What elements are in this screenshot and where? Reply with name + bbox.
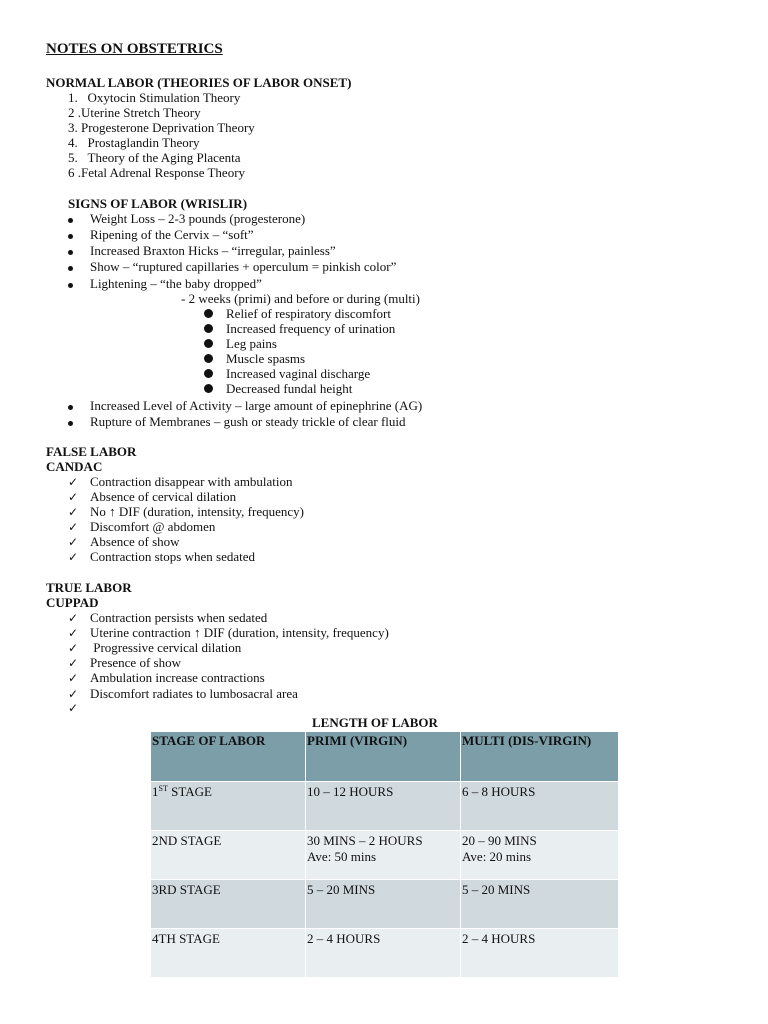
checklist-item-text: Presence of show bbox=[90, 655, 181, 670]
false-labor-acronym: CANDAC bbox=[46, 459, 103, 474]
column-header-multi: MULTI (DIS-VIRGIN) bbox=[461, 732, 619, 782]
check-icon: ✓ bbox=[68, 535, 79, 549]
false-labor-heading: FALSE LABOR bbox=[46, 444, 137, 459]
checklist-item-text: Progressive cervical dilation bbox=[90, 640, 242, 655]
list-item bbox=[68, 276, 262, 291]
multi-duration: 20 – 90 MINS bbox=[462, 833, 537, 848]
bullet-icon bbox=[68, 250, 73, 255]
stage-number: 1 bbox=[152, 784, 159, 799]
theory-text: Oxytocin Stimulation Theory bbox=[87, 90, 241, 105]
stage-label: 4TH STAGE bbox=[152, 931, 220, 946]
multi-duration: 6 – 8 HOURS bbox=[462, 784, 536, 799]
stage-cell bbox=[151, 929, 306, 978]
check-icon: ✓ bbox=[68, 671, 79, 685]
list-item-text: Ripening of the Cervix – “soft” bbox=[90, 227, 254, 242]
checklist-item-text: Ambulation increase contractions bbox=[90, 670, 265, 685]
sub-list-item-text: Leg pains bbox=[226, 336, 277, 351]
check-icon: ✓ bbox=[68, 475, 79, 489]
checklist-item bbox=[68, 504, 304, 520]
theory-text: Fetal Adrenal Response Theory bbox=[81, 165, 246, 180]
multi-average: Ave: 20 mins bbox=[462, 849, 532, 864]
theory-item bbox=[68, 150, 241, 165]
primi-duration: 10 – 12 HOURS bbox=[307, 784, 394, 799]
list-item bbox=[68, 414, 406, 429]
bullet-icon bbox=[68, 283, 73, 288]
primi-cell bbox=[306, 929, 461, 978]
primi-duration: 5 – 20 MINS bbox=[307, 882, 376, 897]
table-row bbox=[151, 929, 619, 978]
primi-cell bbox=[306, 782, 461, 831]
theory-item bbox=[68, 120, 255, 135]
check-icon: ✓ bbox=[68, 641, 79, 655]
sub-list-item bbox=[204, 381, 353, 396]
checklist-item-text: Uterine contraction ↑ DIF (duration, intensity, frequency) bbox=[90, 625, 389, 640]
stage-cell bbox=[151, 782, 306, 831]
list-item-text: Lightening – “the baby dropped” bbox=[90, 276, 262, 291]
bullet-icon bbox=[68, 421, 73, 426]
multi-cell bbox=[461, 929, 619, 978]
lightening-note: - 2 weeks (primi) and before or during (multi) bbox=[181, 291, 420, 306]
table-row bbox=[151, 880, 619, 929]
check-icon: ✓ bbox=[68, 550, 79, 564]
check-icon: ✓ bbox=[68, 701, 79, 715]
large-bullet-icon bbox=[204, 339, 213, 348]
checklist-item bbox=[68, 489, 237, 505]
sub-list-item-text: Increased frequency of urination bbox=[226, 321, 396, 336]
list-item-text: Show – “ruptured capillaries + operculum = pinkish color” bbox=[90, 259, 397, 274]
stage-ordinal-suffix: ST bbox=[158, 784, 168, 793]
multi-duration: 2 – 4 HOURS bbox=[462, 931, 536, 946]
list-item bbox=[68, 243, 336, 258]
check-icon: ✓ bbox=[68, 490, 79, 504]
bullet-icon bbox=[68, 266, 73, 271]
length-of-labor-title: LENGTH OF LABOR bbox=[312, 715, 438, 730]
stage-cell bbox=[151, 880, 306, 929]
normal-labor-heading: NORMAL LABOR (THEORIES OF LABOR ONSET) bbox=[46, 75, 352, 90]
theory-item bbox=[68, 90, 240, 105]
check-icon: ✓ bbox=[68, 505, 79, 519]
checklist-item bbox=[68, 519, 216, 535]
multi-duration: 5 – 20 MINS bbox=[462, 882, 531, 897]
list-item bbox=[68, 398, 423, 413]
checklist-item bbox=[68, 655, 181, 671]
theory-number: 2 . bbox=[68, 105, 81, 120]
sub-list-item bbox=[204, 336, 277, 351]
stage-label: 2ND STAGE bbox=[152, 833, 222, 848]
large-bullet-icon bbox=[204, 369, 213, 378]
list-item bbox=[68, 259, 397, 274]
true-labor-acronym: CUPPAD bbox=[46, 595, 99, 610]
checklist-item-text: Absence of show bbox=[90, 534, 180, 549]
check-icon: ✓ bbox=[68, 626, 79, 640]
large-bullet-icon bbox=[204, 354, 213, 363]
checklist-item-text: Discomfort radiates to lumbosacral area bbox=[90, 686, 298, 701]
checklist-item-text: No ↑ DIF (duration, intensity, frequency) bbox=[90, 504, 304, 519]
list-item-text: Increased Braxton Hicks – “irregular, painless” bbox=[90, 243, 336, 258]
primi-duration: 30 MINS – 2 HOURS bbox=[307, 833, 423, 848]
large-bullet-icon bbox=[204, 309, 213, 318]
table-row bbox=[151, 831, 619, 880]
stage-label: 3RD STAGE bbox=[152, 882, 221, 897]
primi-duration: 2 – 4 HOURS bbox=[307, 931, 381, 946]
theory-number: 5. bbox=[68, 150, 78, 165]
multi-cell bbox=[461, 831, 619, 880]
table-row bbox=[151, 782, 619, 831]
theory-number: 3. bbox=[68, 120, 78, 135]
column-header-stage: STAGE OF LABOR bbox=[151, 732, 306, 782]
page-title: NOTES ON OBSTETRICS bbox=[46, 41, 223, 57]
check-icon: ✓ bbox=[68, 656, 79, 670]
multi-cell bbox=[461, 880, 619, 929]
checklist-item-text: Contraction persists when sedated bbox=[90, 610, 268, 625]
checklist-item-text: Contraction stops when sedated bbox=[90, 549, 255, 564]
checklist-item-text: Absence of cervical dilation bbox=[90, 489, 237, 504]
bullet-icon bbox=[68, 218, 73, 223]
checklist-item bbox=[68, 474, 293, 490]
signs-of-labor-heading: SIGNS OF LABOR (WRISLIR) bbox=[68, 196, 248, 211]
theory-number: 1. bbox=[68, 90, 78, 105]
checklist-item bbox=[68, 534, 180, 550]
theory-number: 6 . bbox=[68, 165, 81, 180]
check-icon: ✓ bbox=[68, 687, 79, 701]
sub-list-item bbox=[204, 351, 306, 366]
checklist-item-text: Contraction disappear with ambulation bbox=[90, 474, 293, 489]
theory-number: 4. bbox=[68, 135, 78, 150]
sub-list-item-text: Relief of respiratory discomfort bbox=[226, 306, 391, 321]
true-labor-heading: TRUE LABOR bbox=[46, 580, 132, 595]
checklist-item bbox=[68, 670, 265, 686]
checklist-item bbox=[68, 625, 389, 641]
list-item-text: Weight Loss – 2-3 pounds (progesterone) bbox=[90, 211, 306, 226]
sub-list-item bbox=[204, 306, 391, 321]
length-of-labor-table bbox=[150, 731, 619, 978]
checklist-item bbox=[68, 640, 242, 656]
primi-average: Ave: 50 mins bbox=[307, 849, 377, 864]
sub-list-item bbox=[204, 321, 396, 336]
theory-text: Prostaglandin Theory bbox=[87, 135, 200, 150]
sub-list-item-text: Muscle spasms bbox=[226, 351, 306, 366]
stage-cell bbox=[151, 831, 306, 880]
check-icon: ✓ bbox=[68, 611, 79, 625]
sub-list-item bbox=[204, 366, 371, 381]
sub-list-item-text: Decreased fundal height bbox=[226, 381, 353, 396]
list-item bbox=[68, 211, 306, 226]
list-item-text: Rupture of Membranes – gush or steady trickle of clear fluid bbox=[90, 414, 406, 429]
list-item-text: Increased Level of Activity – large amount of epinephrine (AG) bbox=[90, 398, 423, 413]
theory-item bbox=[68, 135, 200, 150]
column-header-primi: PRIMI (VIRGIN) bbox=[306, 732, 461, 782]
primi-cell bbox=[306, 880, 461, 929]
checklist-item bbox=[68, 610, 268, 626]
theory-item bbox=[68, 105, 201, 120]
theory-item bbox=[68, 165, 245, 180]
checklist-item bbox=[68, 700, 78, 716]
bullet-icon bbox=[68, 405, 73, 410]
check-icon: ✓ bbox=[68, 520, 79, 534]
multi-cell bbox=[461, 782, 619, 831]
table-header-row bbox=[151, 732, 619, 782]
primi-cell bbox=[306, 831, 461, 880]
bullet-icon bbox=[68, 234, 73, 239]
sub-list-item-text: Increased vaginal discharge bbox=[226, 366, 371, 381]
checklist-item bbox=[68, 549, 255, 565]
checklist-item-text: Discomfort @ abdomen bbox=[90, 519, 216, 534]
large-bullet-icon bbox=[204, 384, 213, 393]
theory-text: Progesterone Deprivation Theory bbox=[81, 120, 255, 135]
stage-label: STAGE bbox=[167, 784, 212, 799]
theory-text: Theory of the Aging Placenta bbox=[87, 150, 241, 165]
large-bullet-icon bbox=[204, 324, 213, 333]
list-item bbox=[68, 227, 254, 242]
theory-text: Uterine Stretch Theory bbox=[81, 105, 201, 120]
